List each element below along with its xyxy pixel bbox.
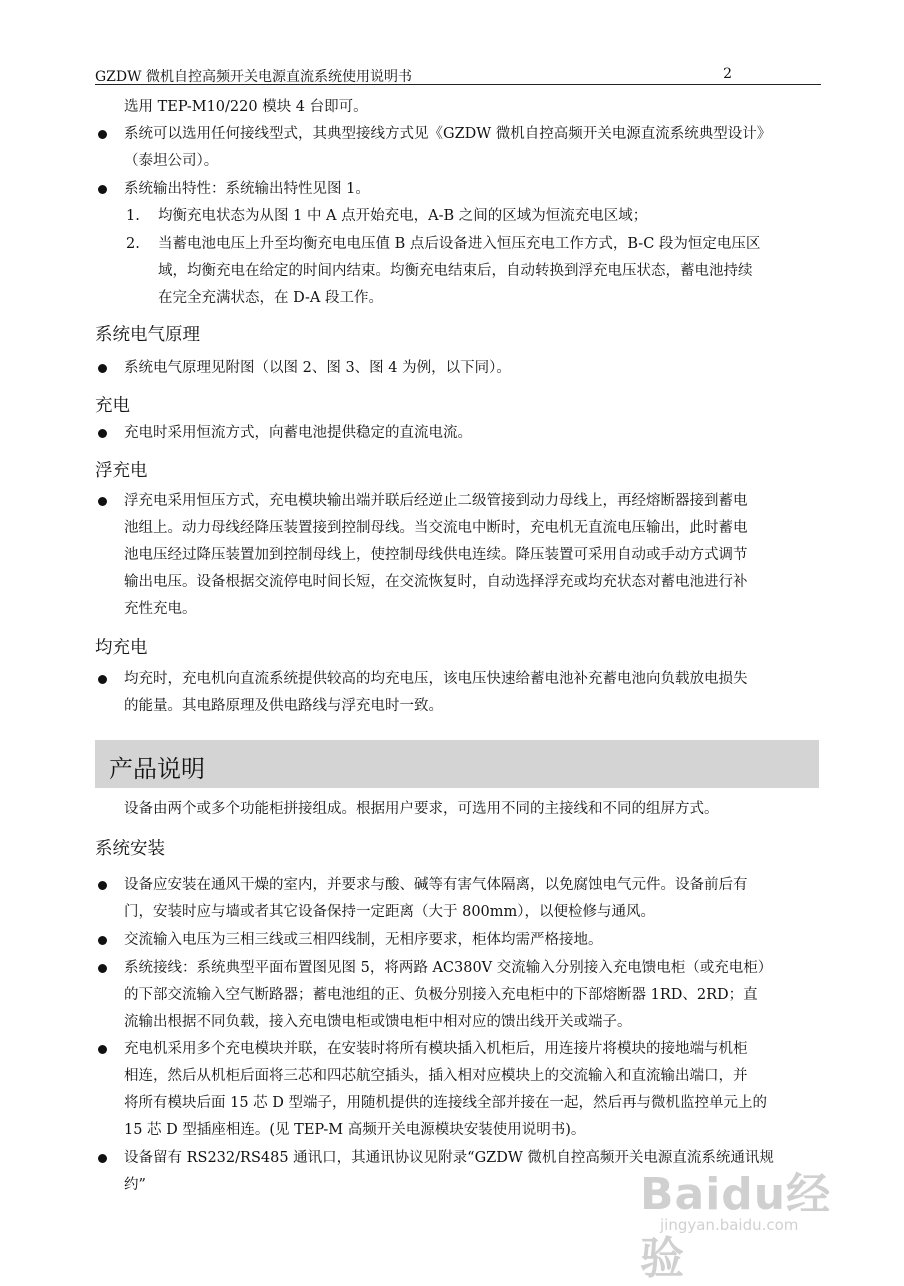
baidu-watermark [640,1158,840,1284]
section-heading: 均充电 [95,638,148,658]
paragraph-line: 充性充电。 [124,601,197,617]
list-item: 均衡充电状态为从图 1 中 A 点开始充电，A-B 之间的区域为恒流充电区域； [158,208,648,224]
bullet-icon [98,429,107,438]
paragraph-line: 系统输出特性：系统输出特性见图 1。 [124,181,370,197]
paragraph-line: 相连，然后从机柜后面将三芯和四芯航空插头，插入相对应模块上的交流输入和直流输出端口，并 [124,1068,748,1084]
paragraph-line: 门，安装时应与墙或者其它设备保持一定距离（大于 800mm），以便检修与通风。 [124,904,656,920]
chapter-intro: 设备由两个或多个功能柜拼接组成。根据用户要求，可选用不同的主接线和不同的组屏方式。 [124,801,719,817]
paragraph-line: 系统可以选用任何接线型式，其典型接线方式见《GZDW 微机自控高频开关电源直流系统典型设计》 [124,126,772,142]
paragraph-line: 的下部交流输入空气断路器；蓄电池组的正、负极分别接入充电柜中的下部熔断器 1RD、2RD；直 [124,987,758,1003]
bullet-icon [98,497,107,506]
paragraph-line: 流输出根据不同负载，接入充电馈电柜或馈电柜中相对应的馈出线开关或端子。 [124,1014,632,1030]
section-heading: 系统安装 [95,839,165,859]
paragraph-line: 池组上。动力母线经降压装置接到控制母线。当交流电中断时，充电机无直流电压输出，此时蓄电 [124,520,748,536]
paragraph-line: 将所有模块后面 15 芯 D 型端子，用随机提供的连接线全部并接在一起，然后再与微机监控单元上的 [124,1095,768,1111]
section-heading: 系统电气原理 [95,325,200,345]
paragraph-line: 系统电气原理见附图（以图 2、图 3、图 4 为例，以下同）。 [124,360,511,376]
paragraph-line: 设备留有 RS232/RS485 通讯口，其通讯协议见附录“GZDW 微机自控高频开关电源直流系统通讯规 [124,1150,774,1166]
paragraph-line: （泰坦公司）。 [124,153,219,169]
list-item: 当蓄电池电压上升至均衡充电电压值 B 点后设备进入恒压充电工作方式，B-C 段为恒定电压区 [158,236,761,252]
section-heading: 浮充电 [95,461,148,481]
paragraph-line: 的能量。其电路原理及供电路线与浮充电时一致。 [124,698,443,714]
bullet-icon [98,364,107,373]
paragraph-line: 15 芯 D 型插座相连。(见 TEP-M 高频开关电源模块安装使用说明书)。 [124,1122,586,1138]
list-item: 域，均衡充电在给定的时间内结束。均衡充电结束后，自动转换到浮充电压状态，蓄电池持续 [158,263,753,279]
watermark-url: jingyan.baidu.com [660,1216,799,1234]
paragraph-line: 系统接线：系统典型平面布置图见图 5，将两路 AC380V 交流输入分别接入充电馈电柜（或充电柜） [124,960,773,976]
bullet-icon [98,1045,107,1054]
list-number: 1. [126,208,140,224]
watermark-logo: Baidu经验 [640,1169,832,1284]
paragraph-line: 设备应安装在通风干燥的室内，并要求与酸、碱等有害气体隔离，以免腐蚀电气元件。设备前后有 [124,877,748,893]
header-title: GZDW 微机自控高频开关电源直流系统使用说明书 [95,69,412,85]
bullet-icon [98,675,107,684]
chapter-title: 产品说明 [109,755,205,783]
chapter-banner [95,740,819,788]
running-header [95,62,824,86]
paragraph-line: 均充时，充电机向直流系统提供较高的均充电压，该电压快速给蓄电池补充蓄电池向负载放电损失 [124,671,748,687]
section-heading: 充电 [95,396,130,416]
paragraph-line: 交流输入电压为三相三线或三相四线制，无相序要求，柜体均需严格接地。 [124,932,603,948]
paragraph-line: 输出电压。设备根据交流停电时间长短，在交流恢复时，自动选择浮充或均充状态对蓄电池进行补 [124,574,748,590]
paragraph-line: 池电压经过降压装置加到控制母线上，使控制母线供电连续。降压装置可采用自动或手动方式调节 [124,547,748,563]
list-number: 2. [126,236,140,252]
header-divider [95,84,821,85]
page-number: 2 [723,66,732,82]
list-item: 在完全充满状态，在 D-A 段工作。 [158,290,383,306]
paragraph-line: 浮充电采用恒压方式，充电模块输出端并联后经逆止二级管接到动力母线上，再经熔断器接到蓄电 [124,493,748,509]
bullet-icon [98,130,107,139]
bullet-icon [98,185,107,194]
paragraph-line: 充电时采用恒流方式，向蓄电池提供稳定的直流电流。 [124,425,472,441]
bullet-icon [98,936,107,945]
bullet-icon [98,964,107,973]
bullet-icon [98,1154,107,1163]
paragraph-line: 约” [124,1177,146,1193]
bullet-icon [98,881,107,890]
intro-line: 选用 TEP-M10/220 模块 4 台即可。 [124,99,368,115]
paragraph-line: 充电机采用多个充电模块并联，在安装时将所有模块插入机柜后，用连接片将模块的接地端与机柜 [124,1041,748,1057]
